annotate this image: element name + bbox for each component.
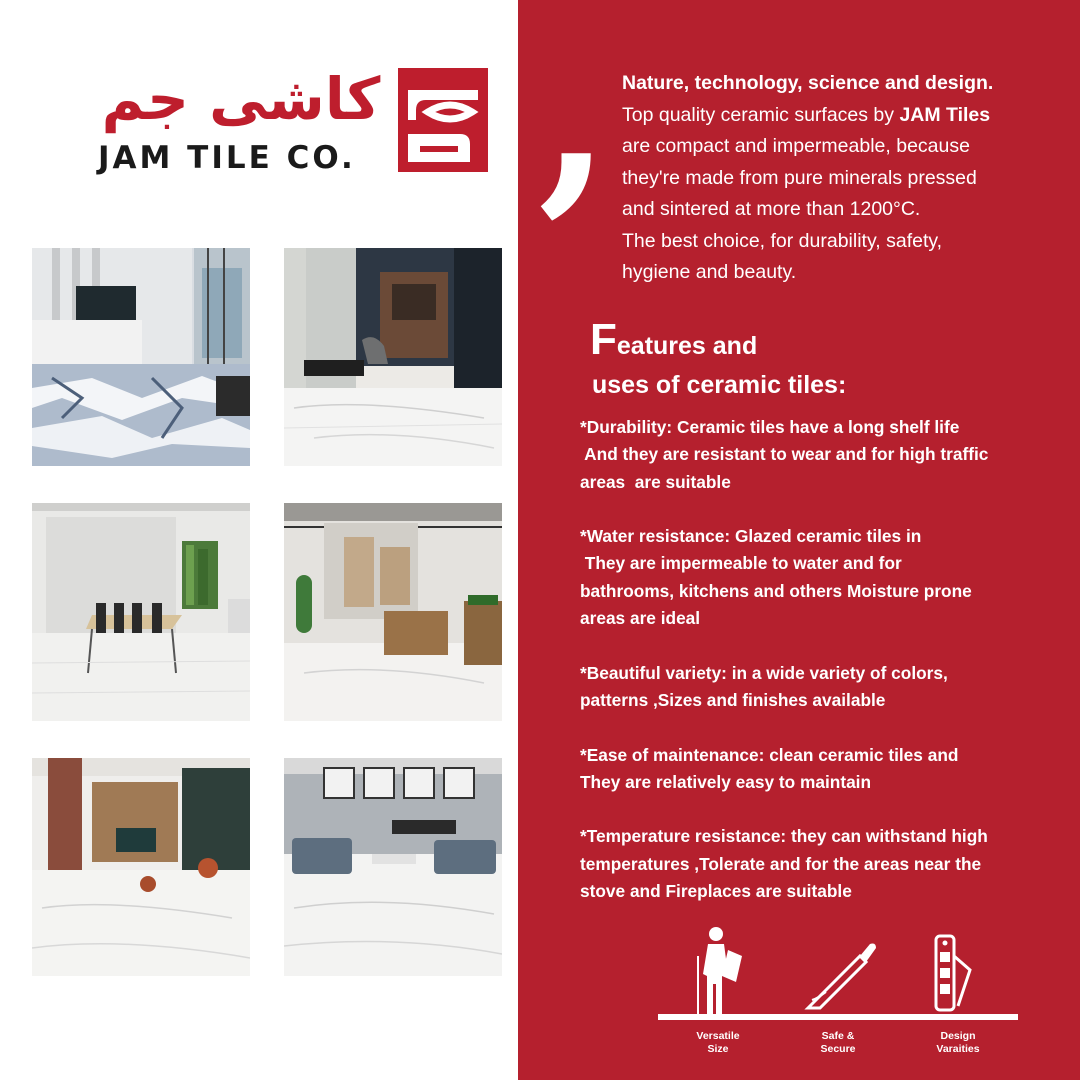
heading-line1: eatures and xyxy=(616,332,758,360)
feature-item xyxy=(580,660,1075,715)
office-meeting-room-photo xyxy=(32,503,250,721)
intro-paragraph xyxy=(622,68,1062,289)
right-panel xyxy=(518,0,1080,1080)
lobby-reception-photo xyxy=(32,248,250,466)
logo-emblem-icon xyxy=(398,68,488,172)
feature-item xyxy=(580,742,1075,797)
versatile-size-feature xyxy=(658,926,778,1066)
intro-line: they're made from pure minerals pressed xyxy=(622,166,977,189)
logo-persian-name: کاشی جم xyxy=(101,65,381,133)
feature-item xyxy=(580,823,1075,905)
living-room-sofas-photo xyxy=(284,758,502,976)
feature-line: patterns ,Sizes and finishes available xyxy=(580,689,886,710)
retail-showroom-photo xyxy=(284,503,502,721)
color-swatch-icon xyxy=(898,926,1018,1030)
feature-item xyxy=(580,523,1075,632)
heading-initial: F xyxy=(590,315,617,364)
feature-line: areas are suitable xyxy=(580,471,731,492)
feature-line: *Water resistance: Glazed ceramic tiles in xyxy=(580,526,922,547)
intro-line xyxy=(622,100,1062,132)
feature-line: *Ease of maintenance: clean ceramic tiles and xyxy=(580,744,959,765)
icon-label-line: Versatile xyxy=(696,1030,740,1042)
feature-line: temperatures ,Tolerate and for the areas near the xyxy=(580,853,982,874)
living-room-dark-wall-photo xyxy=(284,248,502,466)
jam-tile-logo xyxy=(96,66,492,176)
icon-label-line: Safe & xyxy=(821,1030,855,1042)
feature-line: areas are ideal xyxy=(580,608,701,629)
heading-line2: uses of ceramic tiles: xyxy=(592,371,847,399)
intro-line: hygiene and beauty. xyxy=(622,261,797,283)
intro-line: Nature, technology, science and design. xyxy=(622,72,994,94)
feature-line: *Temperature resistance: they can withstand high xyxy=(580,826,988,847)
knife-icon xyxy=(778,926,898,1030)
intro-line: and sintered at more than 1200°C. xyxy=(622,198,921,220)
brand-name: JAM Tiles xyxy=(899,103,991,126)
icon-label-line: Secure xyxy=(820,1042,856,1055)
quote-mark-icon: , xyxy=(538,0,612,236)
intro-line-prefix: Top quality ceramic surfaces by xyxy=(622,103,900,126)
feature-line: They are impermeable to water and for xyxy=(580,553,902,574)
features-list xyxy=(580,414,1075,933)
feature-line: bathrooms, kitchens and others Moisture prone xyxy=(580,580,972,601)
icon-label-line: Design xyxy=(940,1030,976,1042)
logo-english-name: JAM TILE CO. xyxy=(98,140,356,176)
feature-line: stove and Fireplaces are suitable xyxy=(580,881,852,902)
feature-line: *Durability: Ceramic tiles have a long shelf life xyxy=(580,417,960,437)
icon-label-line: Varaities xyxy=(936,1042,980,1055)
feature-item xyxy=(580,414,1075,496)
feature-icons-row xyxy=(658,926,1078,1066)
hotel-lobby-photo xyxy=(32,758,250,976)
design-varieties-feature xyxy=(898,926,1018,1066)
feature-line: And they are resistant to wear and for high traffic xyxy=(580,444,989,465)
safe-secure-feature xyxy=(778,926,898,1066)
intro-line: are compact and impermeable, because xyxy=(622,135,970,157)
features-heading xyxy=(590,315,847,402)
icon-label-line: Size xyxy=(707,1042,729,1055)
left-panel xyxy=(0,0,518,1080)
feature-line: They are relatively easy to maintain xyxy=(580,771,872,792)
intro-line: The best choice, for durability, safety, xyxy=(622,229,943,252)
person-with-tile-icon xyxy=(658,926,778,1030)
feature-line: *Beautiful variety: in a wide variety of colors, xyxy=(580,662,948,683)
